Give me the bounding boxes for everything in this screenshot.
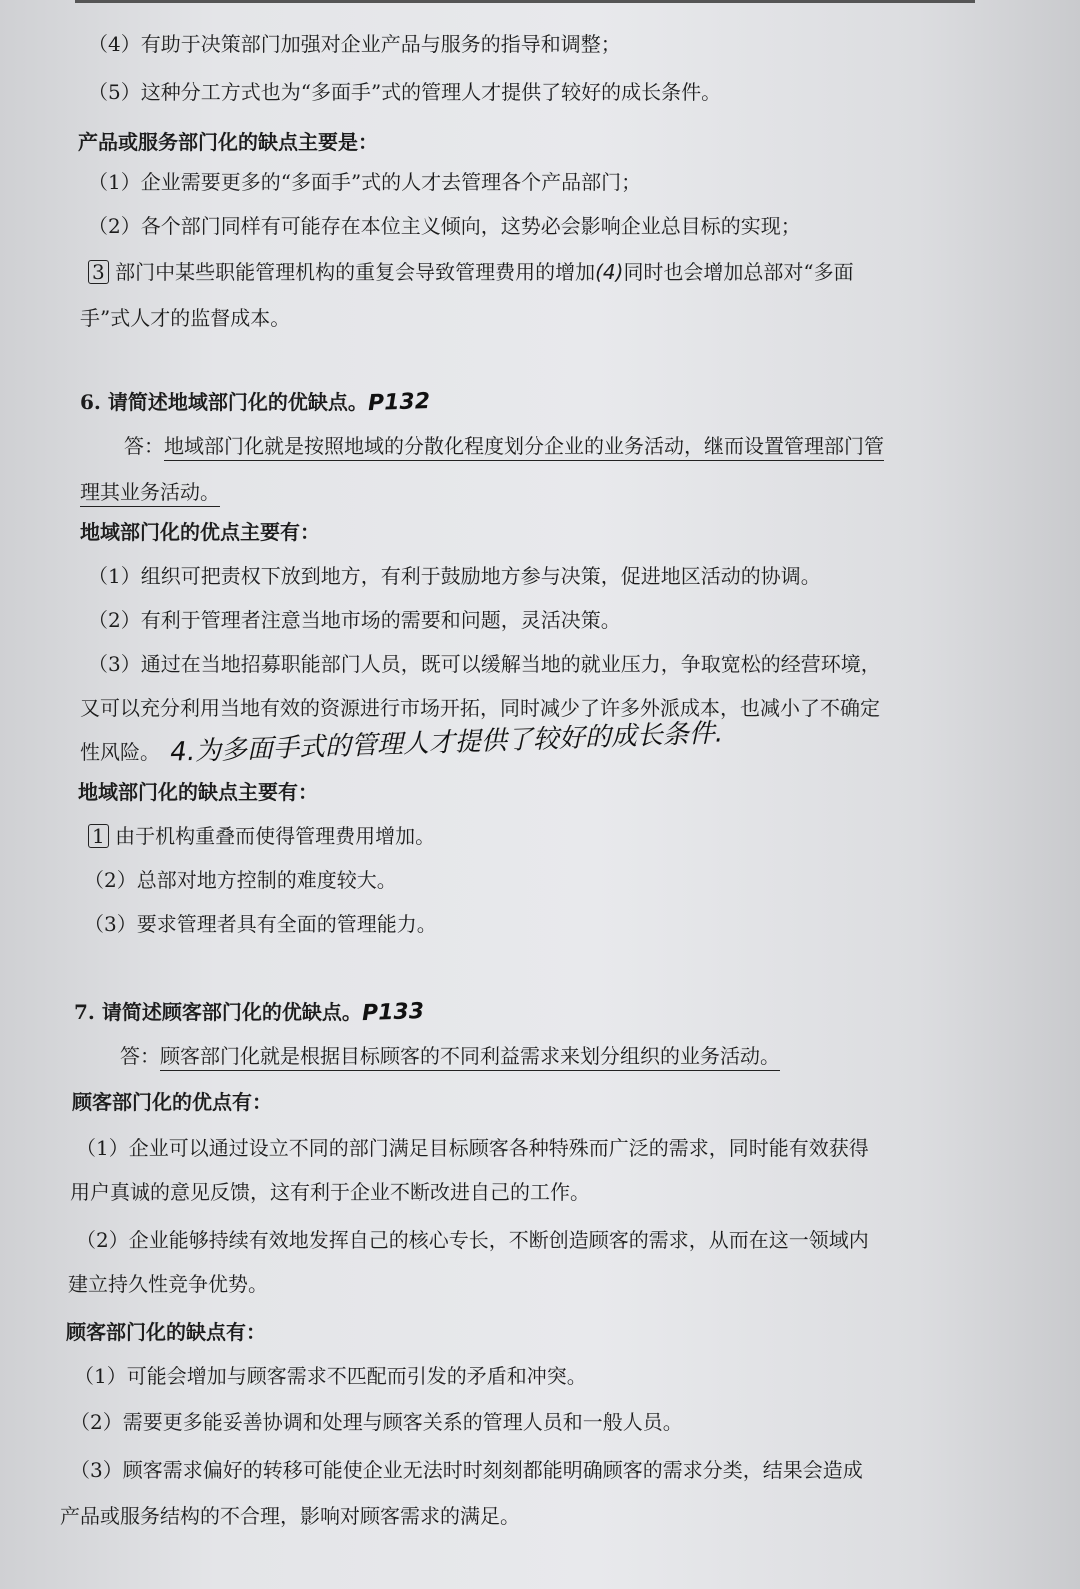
q6-answer-label: 答： (124, 434, 164, 458)
q6-answer-line1 (124, 432, 884, 460)
q7-con-3-a: （3）顾客需求偏好的转移可能使企业无法时时刻刻都能明确顾客的需求分类，结果会造成 (70, 1458, 863, 1482)
q6-answer-text-b: 理其业务活动。 (80, 480, 220, 507)
con3-number-box: 3 (88, 260, 109, 284)
product-con-2: （2）各个部门同样有可能存在本位主义倾向，这势必会影响企业总目标的实现； (88, 214, 801, 238)
q6-page-note: P132 (367, 388, 431, 417)
q7-con-2: （2）需要更多能妥善协调和处理与顾客关系的管理人员和一般人员。 (70, 1410, 683, 1434)
con3-hand-mark: (4) (595, 260, 624, 284)
con3-text-a: 部门中某些职能管理机构的重复会导致管理费用的增加 (115, 260, 596, 284)
q6-pro-3-b: 又可以充分利用当地有效的资源进行市场开拓，同时减少了许多外派成本，也减小了不确定 (80, 696, 880, 720)
con3-text-b: 同时也会增加总部对“多面 (623, 260, 854, 284)
product-con-3-cont: 手”式人才的监督成本。 (80, 306, 291, 330)
product-con-3 (88, 258, 854, 286)
q6-con1-text: 由于机构重叠而使得管理费用增加。 (115, 824, 436, 848)
q6-pro-3-c: 性风险。 (80, 740, 160, 764)
q6-title (80, 388, 430, 417)
q6-con1-number-box: 1 (88, 824, 109, 848)
q7-con-3-b: 产品或服务结构的不合理，影响对顾客需求的满足。 (60, 1504, 520, 1528)
q7-pro-2-b: 建立持久性竞争优势。 (68, 1272, 268, 1296)
handwritten-note: 4.为多面手式的管理人才提供了较好的成长条件. (169, 718, 724, 768)
q7-con-1: （1）可能会增加与顾客需求不匹配而引发的矛盾和冲突。 (74, 1364, 587, 1388)
q6-pro-1: （1）组织可把责权下放到地方，有利于鼓励地方参与决策，促进地区活动的协调。 (88, 564, 821, 588)
q6-pros-heading: 地域部门化的优点主要有： (80, 520, 320, 544)
q7-title (74, 998, 424, 1027)
q6-answer-line2 (80, 478, 220, 506)
q7-answer-text: 顾客部门化就是根据目标顾客的不同利益需求来划分组织的业务活动。 (160, 1044, 780, 1071)
q6-pro-2: （2）有利于管理者注意当地市场的需要和问题，灵活决策。 (88, 608, 621, 632)
q6-answer-text-a: 地域部门化就是按照地域的分散化程度划分企业的业务活动，继而设置管理部门管 (164, 434, 884, 461)
q6-con-2: （2）总部对地方控制的难度较大。 (84, 868, 397, 892)
product-cons-heading: 产品或服务部门化的缺点主要是： (78, 130, 378, 154)
q7-pro-1-a: （1）企业可以通过设立不同的部门满足目标顾客各种特殊而广泛的需求，同时能有效获得 (76, 1136, 869, 1160)
q6-title-text: 6. 请简述地域部门化的优缺点。 (80, 390, 368, 414)
advantage-5: （5）这种分工方式也为“多面手”式的管理人才提供了较好的成长条件。 (88, 80, 722, 104)
q7-pros-heading: 顾客部门化的优点有： (72, 1090, 272, 1114)
q6-con-1 (88, 822, 435, 850)
q7-cons-heading: 顾客部门化的缺点有： (66, 1320, 266, 1344)
q7-answer (120, 1042, 780, 1070)
q7-pro-1-b: 用户真诚的意见反馈，这有利于企业不断改进自己的工作。 (70, 1180, 590, 1204)
product-con-1: （1）企业需要更多的“多面手”式的人才去管理各个产品部门； (88, 170, 642, 194)
q7-answer-label: 答： (120, 1044, 160, 1068)
q7-page-note: P133 (361, 998, 425, 1027)
q6-con-3: （3）要求管理者具有全面的管理能力。 (84, 912, 437, 936)
page-top-rule (75, 0, 975, 3)
advantage-4: （4）有助于决策部门加强对企业产品与服务的指导和调整； (88, 32, 621, 56)
q6-cons-heading: 地域部门化的缺点主要有： (78, 780, 318, 804)
q7-pro-2-a: （2）企业能够持续有效地发挥自己的核心专长，不断创造顾客的需求，从而在这一领域内 (76, 1228, 869, 1252)
q6-pro-3-a: （3）通过在当地招募职能部门人员，既可以缓解当地的就业压力，争取宽松的经营环境， (88, 652, 881, 676)
q7-title-text: 7. 请简述顾客部门化的优缺点。 (74, 1000, 362, 1024)
